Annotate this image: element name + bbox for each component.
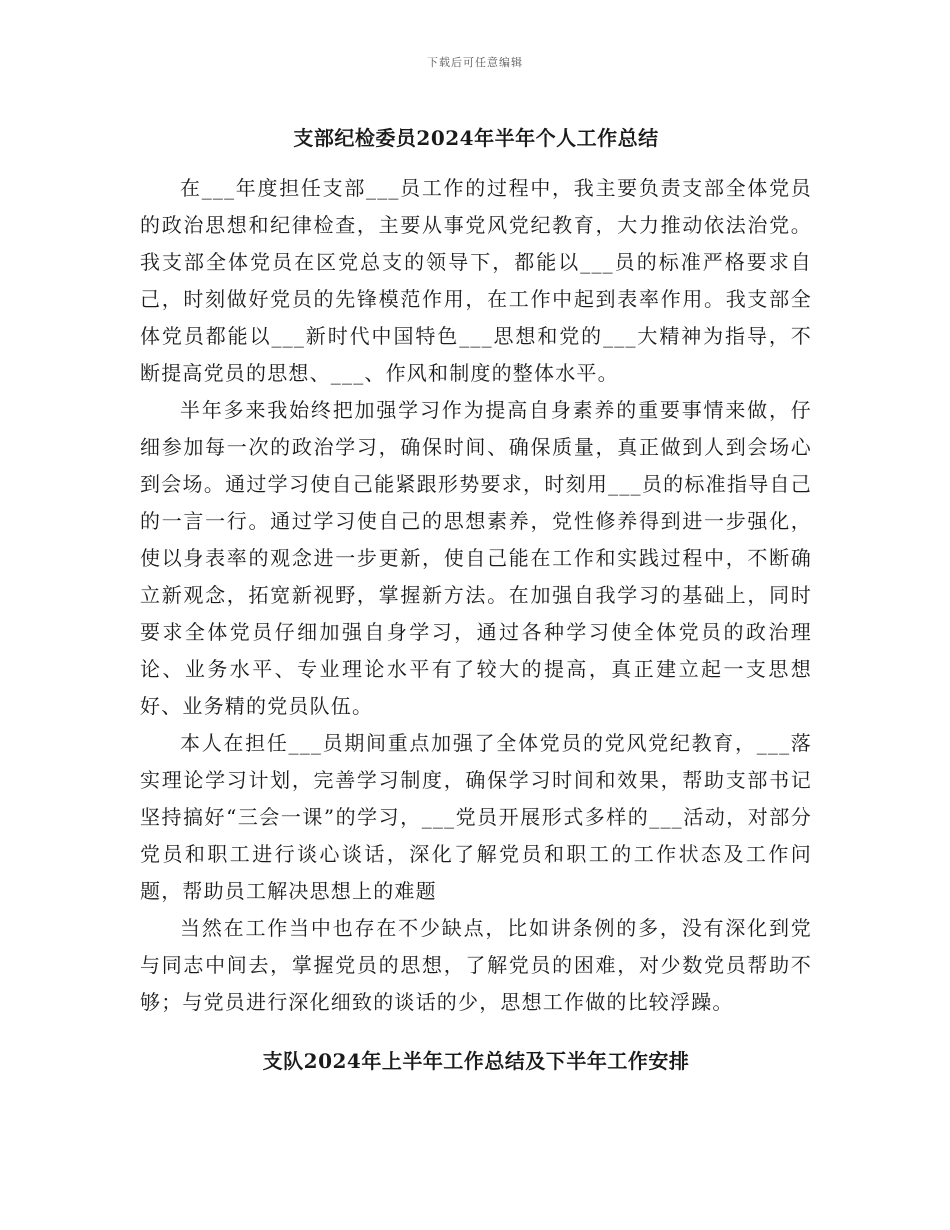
paragraph-3: 本人在担任___员期间重点加强了全体党员的党风党纪教育，___落实理论学习计划，完善学习制度，确保学习时间和效果，帮助支部书记坚持搞好“三会一课”的学习，___党员开展形式多样的___活动，对部分党员和职工进行谈心谈话，深化了解党员和职工的工作状态及工作问题，帮助员工解决思想上的难题 [140, 731, 812, 903]
paragraph-2: 半年多来我始终把加强学习作为提高自身素养的重要事情来做，仔细参加每一次的政治学习，确保时间、确保质量，真正做到人到会场心到会场。通过学习使自己能紧跟形势要求，时刻用___员的标准指导自己的一言一行。通过学习使自己的思想素养，党性修养得到进一步强化，使以身表率的观念进一步更新，使自己能在工作和实践过程中，不断确立新观念，拓宽新视野，掌握新方法。在加强自我学习的基础上，同时要求全体党员仔细加强自身学习，通过各种学习使全体党员的政治理论、业务水平、专业理论水平有了较大的提高，真正建立起一支思想好、业务精的党员队伍。 [140, 398, 812, 718]
document-title: 支部纪检委员2024年半年个人工作总结 [293, 126, 659, 150]
next-section-title: 支队2024年上半年工作总结及下半年工作安排 [262, 1049, 690, 1073]
paragraph-1: 在___年度担任支部___员工作的过程中，我主要负责支部全体党员的政治思想和纪律检查，主要从事党风党纪教育，大力推动依法治党。我支部全体党员在区党总支的领导下，都能以___员的标准严格要求自己，时刻做好党员的先锋模范作用，在工作中起到表率作用。我支部全体党员都能以___新时代中国特色___思想和党的___大精神为指导，不断提高党员的思想、___、作风和制度的整体水平。 [140, 176, 812, 385]
paragraph-4: 当然在工作当中也存在不少缺点，比如讲条例的多，没有深化到党与同志中间去，掌握党员的思想，了解党员的困难，对少数党员帮助不够；与党员进行深化细致的谈话的少，思想工作做的比较浮躁。 [140, 916, 812, 1014]
header-note: 下载后可任意编辑 [427, 56, 523, 69]
document-body [140, 118, 812, 1081]
